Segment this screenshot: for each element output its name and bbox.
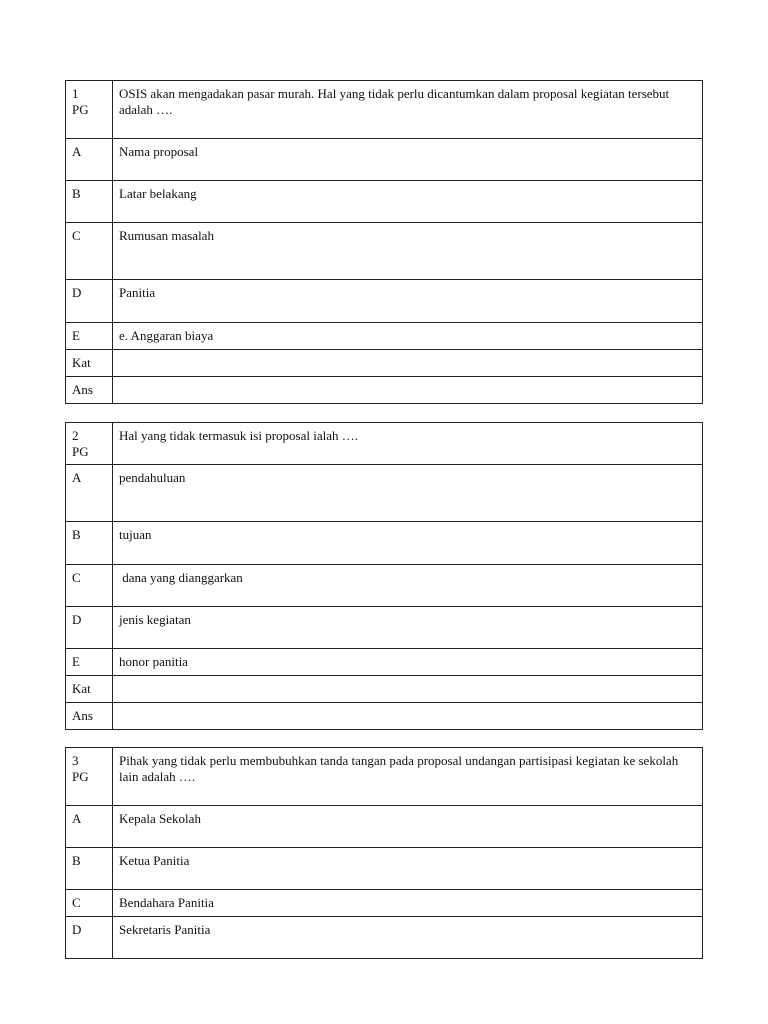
option-label: A <box>66 806 113 848</box>
option-row-b <box>66 181 703 223</box>
option-label: C <box>66 565 113 607</box>
answer-row <box>66 377 703 404</box>
option-text: dana yang dianggarkan <box>113 565 703 607</box>
option-label: B <box>66 522 113 565</box>
option-row-a <box>66 139 703 181</box>
option-row-d <box>66 280 703 323</box>
category-value <box>113 676 703 703</box>
option-text: Ketua Panitia <box>113 848 703 890</box>
option-text: Kepala Sekolah <box>113 806 703 848</box>
question-table-2 <box>65 422 703 730</box>
option-text: Rumusan masalah <box>113 223 703 280</box>
option-label: D <box>66 917 113 959</box>
category-row <box>66 676 703 703</box>
question-number-cell <box>66 423 113 465</box>
question-text: Pihak yang tidak perlu membubuhkan tanda tangan pada proposal undangan partisipasi kegiatan ke sekolah lain adalah …. <box>113 748 703 806</box>
question-number: 1 <box>72 86 79 101</box>
option-text: Bendahara Panitia <box>113 890 703 917</box>
option-label: C <box>66 890 113 917</box>
option-row-e <box>66 323 703 350</box>
option-row-a <box>66 465 703 522</box>
option-row-d <box>66 607 703 649</box>
question-type: PG <box>72 769 89 784</box>
option-row-b <box>66 848 703 890</box>
question-type: PG <box>72 102 89 117</box>
question-table-1 <box>65 80 703 404</box>
question-number-cell <box>66 748 113 806</box>
option-row-e <box>66 649 703 676</box>
question-header-row <box>66 423 703 465</box>
question-header-row <box>66 81 703 139</box>
option-row-a <box>66 806 703 848</box>
option-row-b <box>66 522 703 565</box>
option-row-d <box>66 917 703 959</box>
answer-value <box>113 377 703 404</box>
question-number: 2 <box>72 428 79 443</box>
option-label: E <box>66 323 113 350</box>
question-table-3 <box>65 747 703 959</box>
answer-row <box>66 703 703 730</box>
option-text: Latar belakang <box>113 181 703 223</box>
option-label: A <box>66 465 113 522</box>
category-label: Kat <box>66 350 113 377</box>
option-label: C <box>66 223 113 280</box>
option-text: Sekretaris Panitia <box>113 917 703 959</box>
option-label: A <box>66 139 113 181</box>
category-row <box>66 350 703 377</box>
question-text: Hal yang tidak termasuk isi proposal ialah …. <box>113 423 703 465</box>
option-text: tujuan <box>113 522 703 565</box>
question-text: OSIS akan mengadakan pasar murah. Hal yang tidak perlu dicantumkan dalam proposal kegiatan tersebut adalah …. <box>113 81 703 139</box>
option-text: Panitia <box>113 280 703 323</box>
question-type: PG <box>72 444 89 459</box>
option-label: D <box>66 280 113 323</box>
option-row-c <box>66 890 703 917</box>
option-text: pendahuluan <box>113 465 703 522</box>
category-label: Kat <box>66 676 113 703</box>
answer-label: Ans <box>66 377 113 404</box>
option-text: Nama proposal <box>113 139 703 181</box>
category-value <box>113 350 703 377</box>
option-label: B <box>66 181 113 223</box>
option-text: honor panitia <box>113 649 703 676</box>
option-text: e. Anggaran biaya <box>113 323 703 350</box>
option-text: jenis kegiatan <box>113 607 703 649</box>
answer-value <box>113 703 703 730</box>
question-number: 3 <box>72 753 79 768</box>
option-row-c <box>66 223 703 280</box>
question-number-cell <box>66 81 113 139</box>
question-header-row <box>66 748 703 806</box>
option-label: D <box>66 607 113 649</box>
option-row-c <box>66 565 703 607</box>
option-label: B <box>66 848 113 890</box>
option-label: E <box>66 649 113 676</box>
answer-label: Ans <box>66 703 113 730</box>
